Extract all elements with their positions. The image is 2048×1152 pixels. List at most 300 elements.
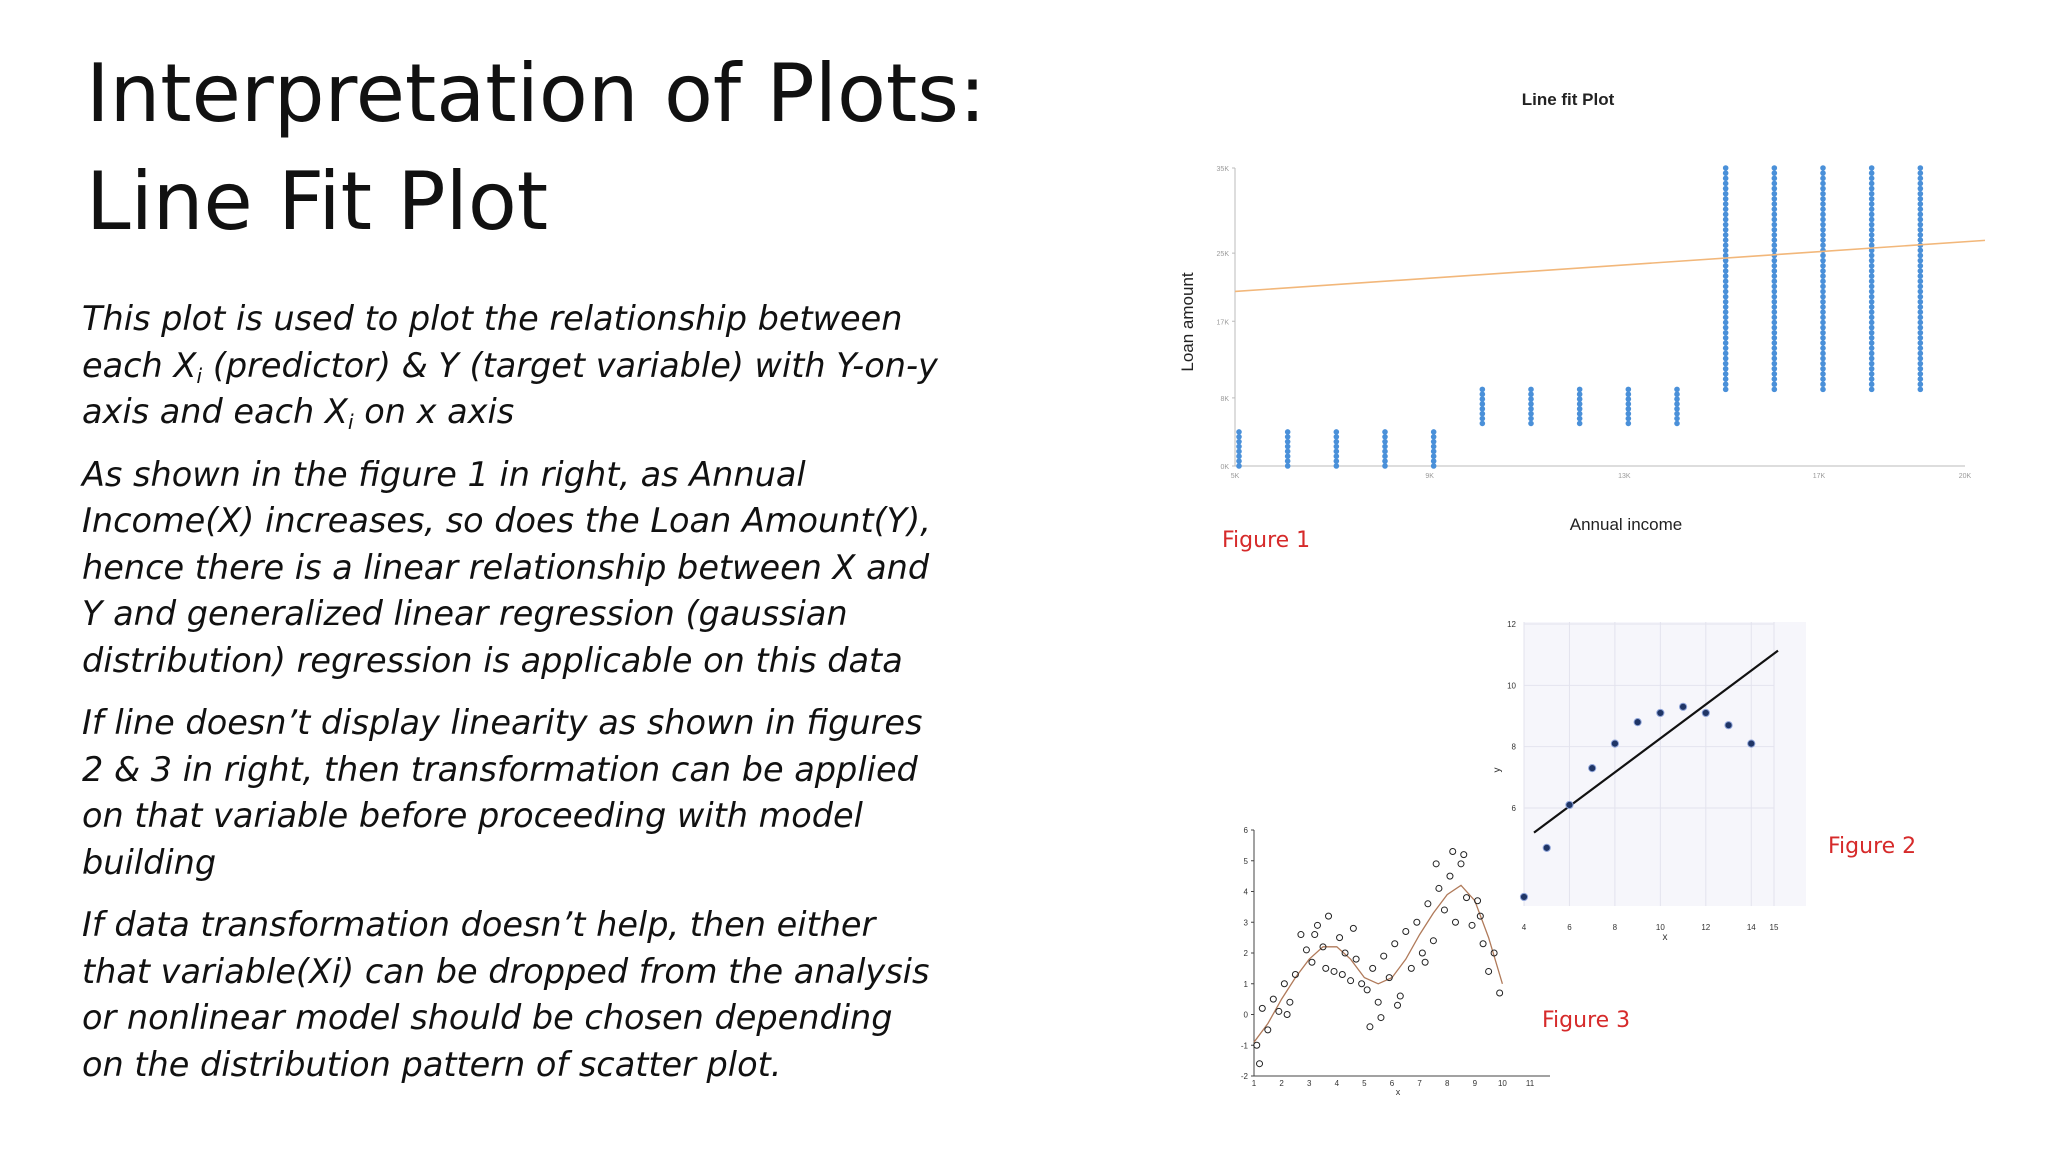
data-point [1480,411,1486,417]
paragraph-2: As shown in the figure 1 in right, as Annual Income(X) increases, so does the Loan Amount(Y), hence there is a linear relationship between X and Y and generalized linear regression (gaussian distribution) regression is applicable on this data [82,454,931,680]
data-point [1918,361,1924,367]
data-point [1334,439,1340,445]
data-point [1528,406,1534,412]
data-point [1334,458,1340,464]
data-point [1869,258,1875,264]
data-point [1820,320,1826,326]
data-point [1723,309,1729,315]
data-point [1723,340,1729,346]
y-tick-labels [1217,166,1235,471]
data-point [1820,217,1826,223]
data-point [1626,416,1632,422]
data-point [1869,361,1875,367]
data-point [1772,278,1778,284]
subscript-i-2: i [347,410,354,435]
data-point [1323,965,1329,971]
data-point [1820,222,1826,228]
data-point [1674,401,1680,407]
data-point [1528,396,1534,402]
x-tick-label: 15 [1769,923,1779,932]
data-point [1723,330,1729,336]
data-point [1723,268,1729,274]
data-point [1918,299,1924,305]
data-point [1869,263,1875,269]
data-point [1382,439,1388,445]
data-point [1820,263,1826,269]
data-point [1918,217,1924,223]
data-point [1772,371,1778,377]
data-point [1869,186,1875,192]
x-tick-label: 2 [1279,1079,1284,1088]
data-point [1611,740,1618,747]
data-point [1918,222,1924,228]
data-point [1869,206,1875,212]
data-point [1257,1061,1263,1067]
data-point [1918,201,1924,207]
data-point [1265,1027,1271,1033]
data-point [1431,458,1437,464]
y-tick-label: 10 [1507,681,1516,691]
y-tick-label: 6 [1243,826,1248,835]
data-point [1528,391,1534,397]
data-point [1339,972,1345,978]
data-point [1382,429,1388,435]
data-point [1820,242,1826,248]
data-point [1918,371,1924,377]
data-point [1918,186,1924,192]
data-point [1820,191,1826,197]
data-point [1382,449,1388,455]
data-point [1334,453,1340,459]
data-point [1577,396,1583,402]
data-point [1820,376,1826,382]
data-point [1723,212,1729,218]
data-point [1723,181,1729,187]
data-point [1723,191,1729,197]
data-point [1270,996,1276,1002]
data-point [1869,278,1875,284]
data-point [1918,314,1924,320]
data-point [1725,722,1732,729]
data-point [1869,340,1875,346]
data-point [1348,978,1354,984]
paragraph-3: If line doesn’t display linearity as shown in figures 2 & 3 in right, then transformation can be applied on that variable before proceeding with model building [82,703,923,882]
data-point [1375,999,1381,1005]
data-point [1337,935,1343,941]
data-points [1254,849,1503,1067]
data-point [1772,284,1778,290]
x-tick-label: 5K [1230,473,1240,480]
data-point [1918,170,1924,176]
data-point [1236,463,1242,469]
data-point [1723,175,1729,181]
slide-title-line2: Line Fit Plot [86,155,549,248]
data-point [1364,987,1370,993]
data-point [1259,1005,1265,1011]
data-point [1657,709,1664,716]
data-point [1820,273,1826,279]
figure-1-line-fit-plot [1150,80,2020,540]
data-point [1334,434,1340,440]
x-tick-label: 4 [1521,923,1527,932]
data-point [1918,325,1924,331]
data-point [1723,165,1729,171]
data-point [1309,959,1315,965]
data-point [1869,356,1875,362]
data-point [1634,719,1641,726]
data-point [1723,284,1729,290]
data-point [1869,165,1875,171]
data-point [1820,268,1826,274]
data-point [1820,278,1826,284]
paragraph-4: If data transformation doesn’t help, then either that variable(Xi) can be dropped from the analysis or nonlinear model should be chosen depending on the distribution pattern of scatter plot. [82,905,930,1084]
data-point [1236,449,1242,455]
figure-2-label: Figure 2 [1828,834,1917,859]
data-point [1723,201,1729,207]
data-point [1284,1012,1290,1018]
data-point [1869,381,1875,387]
data-point [1820,232,1826,238]
data-point [1772,381,1778,387]
data-point [1918,253,1924,259]
data-point [1772,340,1778,346]
data-point [1772,201,1778,207]
data-point [1577,411,1583,417]
data-point [1285,434,1291,440]
data-point [1918,345,1924,351]
data-point [1918,335,1924,341]
x-tick-label: 8 [1612,923,1618,932]
data-point [1723,170,1729,176]
y-tick-label: -2 [1240,1072,1248,1081]
x-tick-labels [1252,1079,1535,1088]
data-point [1918,206,1924,212]
x-tick-label: 10 [1497,1079,1507,1088]
data-point [1820,314,1826,320]
data-point [1577,391,1583,397]
data-point [1772,196,1778,202]
data-point [1452,919,1458,925]
data-point [1431,453,1437,459]
data-point [1869,387,1875,393]
x-tick-label: 5 [1362,1079,1367,1088]
data-point [1918,273,1924,279]
data-point [1772,170,1778,176]
chart-title: Line fit Plot [1521,90,1615,109]
data-point [1772,366,1778,372]
data-point [1480,401,1486,407]
data-point [1772,361,1778,367]
data-point [1723,366,1729,372]
data-point [1869,351,1875,357]
data-point [1285,458,1291,464]
data-point [1820,325,1826,331]
data-point [1287,999,1293,1005]
data-point [1820,201,1826,207]
data-point [1326,913,1332,919]
data-point [1285,463,1291,469]
data-point [1918,366,1924,372]
data-point [1820,345,1826,351]
data-point [1236,429,1242,435]
data-point [1772,242,1778,248]
data-point [1869,217,1875,223]
data-point [1422,959,1428,965]
data-point [1820,212,1826,218]
slide-title [86,40,1086,256]
data-point [1419,950,1425,956]
x-tick-label: 1 [1251,1079,1257,1088]
data-point [1772,186,1778,192]
data-point [1869,330,1875,336]
data-point [1772,335,1778,341]
data-point [1312,932,1318,938]
data-point [1236,434,1242,440]
data-point [1772,325,1778,331]
y-tick-label: 5 [1243,856,1248,866]
data-point [1772,175,1778,181]
data-point [1820,309,1826,315]
data-point [1447,873,1453,879]
data-point [1381,953,1387,959]
y-axis-label: y [1492,767,1503,773]
data-point [1334,463,1340,469]
data-point [1869,294,1875,300]
data-point [1918,212,1924,218]
data-point [1820,237,1826,243]
data-point [1820,170,1826,176]
data-point [1723,222,1729,228]
data-point [1723,273,1729,279]
x-tick-label: 12 [1701,923,1711,932]
data-point [1723,335,1729,341]
data-point [1772,299,1778,305]
data-point [1236,458,1242,464]
x-tick-label: 7 [1417,1079,1422,1088]
data-point [1820,361,1826,367]
data-point [1723,304,1729,310]
data-point [1723,278,1729,284]
data-point [1918,165,1924,171]
x-tick-label: 8 [1444,1079,1450,1088]
data-point [1436,885,1442,891]
data-point [1748,740,1755,747]
figure-3-label: Figure 3 [1542,1008,1631,1033]
data-point [1480,416,1486,422]
data-point [1431,439,1437,445]
data-point [1918,309,1924,315]
y-tick-label: 8K [1220,395,1229,403]
data-point [1285,439,1291,445]
data-point [1918,268,1924,274]
data-point [1276,1008,1282,1014]
data-point [1772,376,1778,382]
x-tick-label: 10 [1655,923,1665,932]
data-point [1431,444,1437,450]
data-point [1918,294,1924,300]
data-point [1723,314,1729,320]
subscript-i-1: i [196,363,203,388]
data-point [1869,175,1875,181]
data-point [1820,387,1826,393]
data-point [1820,175,1826,181]
y-tick-label: 3 [1243,918,1248,928]
data-point [1820,366,1826,372]
data-point [1918,237,1924,243]
data-point [1566,801,1573,808]
data-point [1772,212,1778,218]
data-point [1772,227,1778,233]
slide-title-line1: Interpretation of Plots: [86,47,986,140]
data-point [1918,376,1924,382]
data-point [1723,232,1729,238]
data-point [1723,320,1729,326]
data-point [1820,289,1826,295]
data-point [1820,340,1826,346]
data-point [1869,273,1875,279]
data-point [1480,406,1486,412]
data-point [1772,294,1778,300]
data-point [1679,703,1686,710]
y-tick-label: 6 [1511,804,1516,813]
data-point [1820,206,1826,212]
data-point [1723,186,1729,192]
data-point [1772,206,1778,212]
x-tick-label: 20K [1958,473,1972,480]
data-points [1236,165,1923,469]
x-tick-label: 9 [1472,1079,1478,1088]
data-point [1869,227,1875,233]
data-point [1723,381,1729,387]
data-point [1461,852,1467,858]
data-point [1431,434,1437,440]
data-point [1281,981,1287,987]
data-point [1820,165,1826,171]
data-point [1869,304,1875,310]
data-point [1480,396,1486,402]
data-point [1772,232,1778,238]
data-point [1285,449,1291,455]
data-point [1702,709,1709,716]
data-point [1772,387,1778,393]
data-point [1772,191,1778,197]
data-point [1236,444,1242,450]
x-axis-label: Annual income [1569,515,1683,534]
data-point [1486,968,1492,974]
data-point [1414,919,1420,925]
data-point [1441,907,1447,913]
data-point [1772,309,1778,315]
data-point [1772,181,1778,187]
data-point [1723,325,1729,331]
data-point [1723,217,1729,223]
data-point [1869,212,1875,218]
data-point [1869,232,1875,238]
data-point [1382,463,1388,469]
data-point [1820,181,1826,187]
data-point [1464,895,1470,901]
data-point [1723,289,1729,295]
y-tick-label: 12 [1507,620,1516,629]
data-point [1869,345,1875,351]
data-point [1395,1002,1401,1008]
data-point [1918,381,1924,387]
data-point [1254,1042,1260,1048]
paragraph-1-part-b: (predictor) & Y (target variable) with Y-on-y axis and each X [82,345,938,431]
data-point [1869,376,1875,382]
data-point [1528,411,1534,417]
data-point [1723,206,1729,212]
x-tick-label: 9K [1425,473,1434,480]
data-point [1820,351,1826,357]
data-point [1723,248,1729,254]
data-point [1674,391,1680,397]
data-point [1918,227,1924,233]
data-point [1772,320,1778,326]
data-point [1367,1024,1373,1030]
data-point [1820,258,1826,264]
data-point [1772,330,1778,336]
data-point [1869,366,1875,372]
data-point [1285,444,1291,450]
x-axis-label: x [1662,932,1668,943]
data-point [1723,361,1729,367]
data-point [1334,449,1340,455]
y-tick-label: 8 [1511,742,1516,752]
data-point [1674,396,1680,402]
x-tick-label: 11 [1525,1079,1535,1088]
data-point [1918,284,1924,290]
data-point [1626,391,1632,397]
data-point [1403,928,1409,934]
x-tick-labels [1522,923,1779,932]
y-tick-label: 17K [1216,319,1229,327]
data-point [1918,263,1924,269]
data-point [1382,458,1388,464]
data-point [1820,371,1826,377]
data-point [1378,1015,1384,1021]
data-point [1723,196,1729,202]
data-point [1869,253,1875,259]
data-point [1820,330,1826,336]
data-point [1918,181,1924,187]
data-point [1285,429,1291,435]
x-tick-labels [1231,473,1972,480]
y-tick-label: -1 [1240,1041,1248,1051]
data-point [1382,434,1388,440]
data-point [1869,309,1875,315]
data-point [1674,411,1680,417]
data-point [1820,299,1826,305]
paragraph-1-part-a: This plot is used to plot the relationship between each X [82,299,903,385]
y-tick-labels [1241,826,1254,1081]
data-point [1382,444,1388,450]
data-point [1918,191,1924,197]
x-axis-label: x [1395,1087,1401,1097]
data-point [1528,401,1534,407]
data-point [1674,387,1680,393]
data-point [1869,268,1875,274]
data-point [1331,968,1337,974]
figure-3-plot [1230,818,1560,1098]
data-point [1458,861,1464,867]
data-point [1723,263,1729,269]
data-point [1918,258,1924,264]
data-point [1869,320,1875,326]
data-point [1820,335,1826,341]
data-point [1723,356,1729,362]
data-point [1577,387,1583,393]
